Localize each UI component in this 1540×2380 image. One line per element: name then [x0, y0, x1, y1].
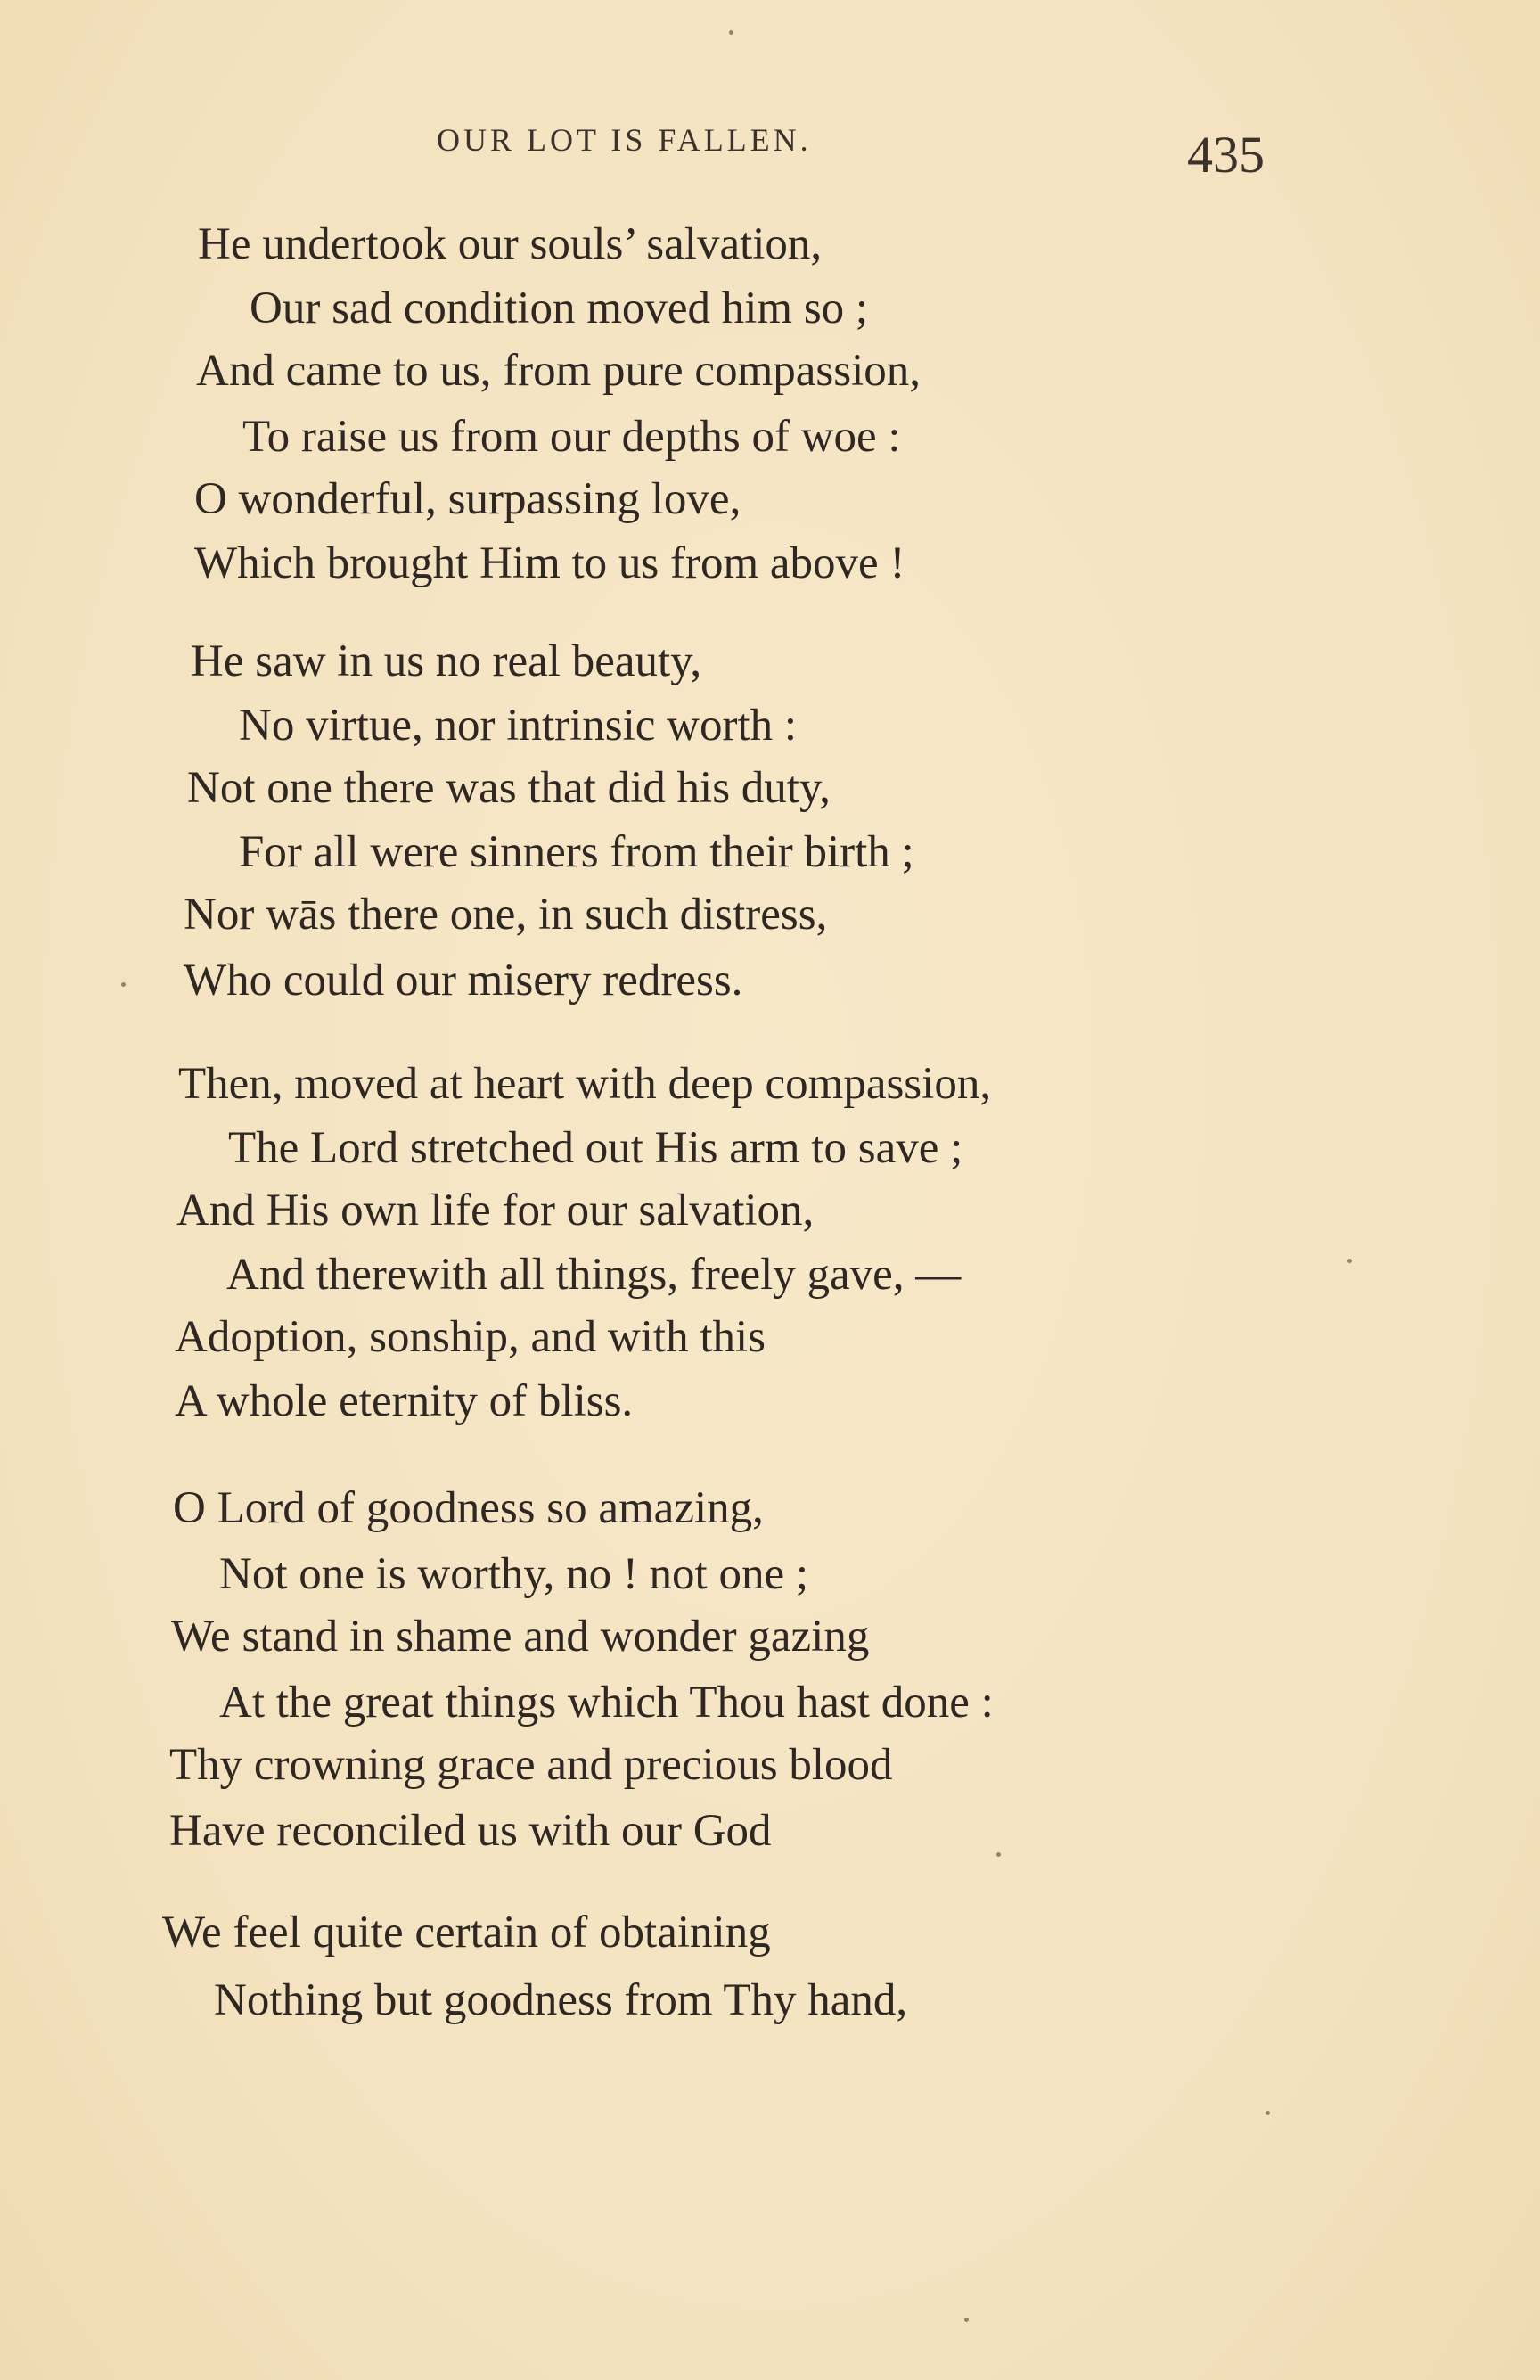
poem-line: Nothing but goodness from Thy hand,	[214, 1975, 908, 2025]
poem-line: The Lord stretched out His arm to save ;	[228, 1123, 963, 1173]
poem-line: Not one is worthy, no ! not one ;	[219, 1549, 809, 1599]
poem-line: A whole eternity of bliss.	[175, 1376, 634, 1426]
poem-line: For all were sinners from their birth ;	[239, 827, 914, 877]
poem-line: Then, moved at heart with deep compassion,	[178, 1059, 992, 1109]
poem-line: And therewith all things, freely gave, —	[226, 1250, 962, 1300]
poem-line: To raise us from our depths of woe :	[242, 412, 901, 462]
paper-speck	[121, 982, 126, 987]
poem-line: We feel quite certain of obtaining	[162, 1908, 771, 1957]
poem-line: Adoption, sonship, and with this	[175, 1312, 766, 1362]
poem-line: Thy crowning grace and precious blood	[169, 1740, 893, 1790]
poem-line: Have reconciled us with our God	[169, 1806, 772, 1856]
paper-speck	[964, 2318, 969, 2322]
poem-line: He saw in us no real beauty,	[191, 636, 702, 686]
poem-line: Not one there was that did his duty,	[187, 763, 831, 813]
poem-line: O Lord of goodness so amazing,	[173, 1483, 764, 1533]
poem-line: Who could our misery redress.	[184, 956, 743, 1005]
paper-speck	[1266, 2111, 1270, 2115]
poem-line: Nor wās there one, in such distress,	[184, 890, 828, 940]
paper-speck	[996, 1852, 1001, 1857]
poem-line: At the great things which Thou hast done :	[219, 1678, 994, 1728]
poem-line: And came to us, from pure compassion,	[196, 346, 921, 396]
poem-line: Our sad condition moved him so ;	[250, 283, 869, 333]
poem-line: He undertook our souls’ salvation,	[198, 219, 823, 269]
poem-line: No virtue, nor intrinsic worth :	[239, 701, 798, 751]
page-number: 435	[1187, 126, 1265, 184]
poem-line: And His own life for our salvation,	[176, 1186, 815, 1235]
paper-speck	[729, 30, 733, 35]
poem-line: Which brought Him to us from above !	[194, 538, 905, 588]
poem-line: O wonderful, surpassing love,	[194, 474, 741, 524]
poem-line: We stand in shame and wonder gazing	[171, 1612, 870, 1662]
paper-speck	[1348, 1259, 1352, 1263]
running-title: OUR LOT IS FALLEN.	[437, 122, 812, 158]
